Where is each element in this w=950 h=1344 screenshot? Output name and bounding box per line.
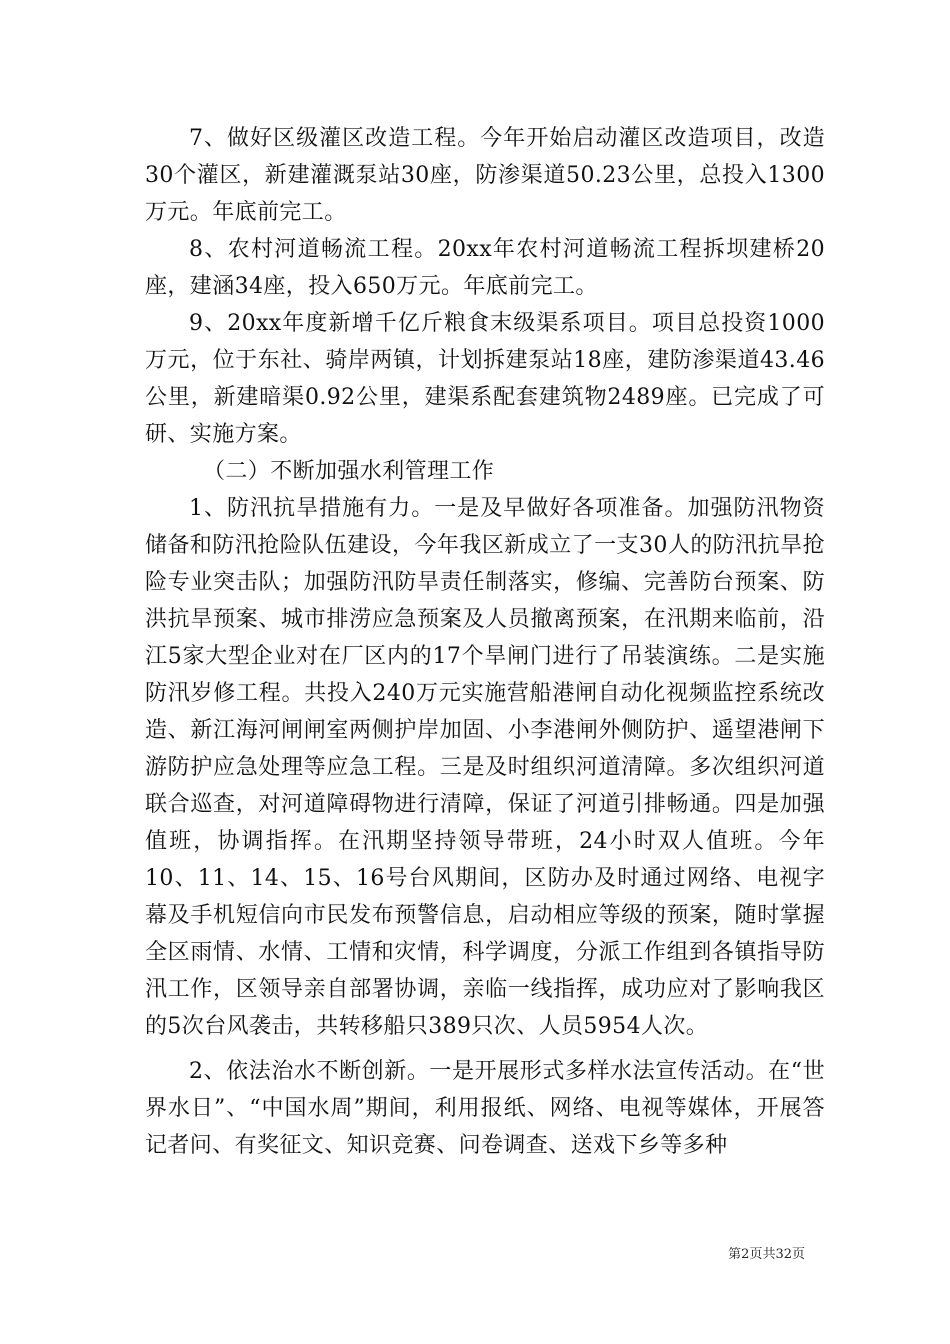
document-body — [145, 120, 825, 1164]
paragraph-river-flow: 8、农村河道畅流工程。20xx年农村河道畅流工程拆坝建桥20座，建涵34座，投入650万元。年底前完工。 — [145, 237, 825, 299]
page-number: 第2页共32页 — [728, 1247, 805, 1262]
paragraph-irrigation-district: 7、做好区级灌区改造工程。今年开始启动灌区改造项目，改造30个灌区，新建灌溉泵站30座，防渗渠道50.23公里，总投入1300万元。年底前完工。 — [145, 126, 825, 225]
paragraph-flood-drought: 1、防汛抗旱措施有力。一是及早做好各项准备。加强防汛物资储备和防汛抢险队伍建设，今年我区新成立了一支30人的防汛抗旱抢险专业突击队；加强防汛防旱责任制落实，修编、完善防台预案、防洪抗旱预案、城市排涝应急预案及人员撤离预案，在汛期来临前，沿江5家大型企业对在厂区内的17个旱闸门进行了吊装演练。二是实施防汛岁修工程。共投入240万元实施营船港闸自动化视频监控系统改造、新江海河闸闸室两侧护岸加固、小李港闸外侧防护、遥望港闸下游防护应急处理等应急工程。三是及时组织河道清障。多次组织河道联合巡查，对河道障碍物进行清障，保证了河道引排畅通。四是加强值班，协调指挥。在汛期坚持领导带班，24小时双人值班。今年10、11、14、15、16号台风期间，区防办及时通过网络、电视字幕及手机短信向市民发布预警信息，启动相应等级的预案，随时掌握全区雨情、水情、工情和灾情，科学调度，分派工作组到各镇指导防汛工作，区领导亲自部署协调，亲临一线指挥，成功应对了影响我区的5次台风袭击，共转移船只389只次、人员5954人次。 — [145, 496, 825, 1039]
section-heading: （二）不断加强水利管理工作 — [203, 459, 495, 484]
paragraph-grain-canal-project: 9、20xx年度新增千亿斤粮食末级渠系项目。项目总投资1000万元，位于东社、骑岸两镇，计划拆建泵站18座，建防渗渠道43.46公里，新建暗渠0.92公里，建渠系配套建筑物2489座。已完成了可研、实施方案。 — [145, 311, 825, 447]
paragraph-water-law: 2、依法治水不断创新。一是开展形式多样水法宣传活动。在“世界水日”、“中国水周”期间，利用报纸、网络、电视等媒体，开展答记者问、有奖征文、知识竞赛、问卷调查、送戏下乡等多种 — [145, 1059, 825, 1158]
